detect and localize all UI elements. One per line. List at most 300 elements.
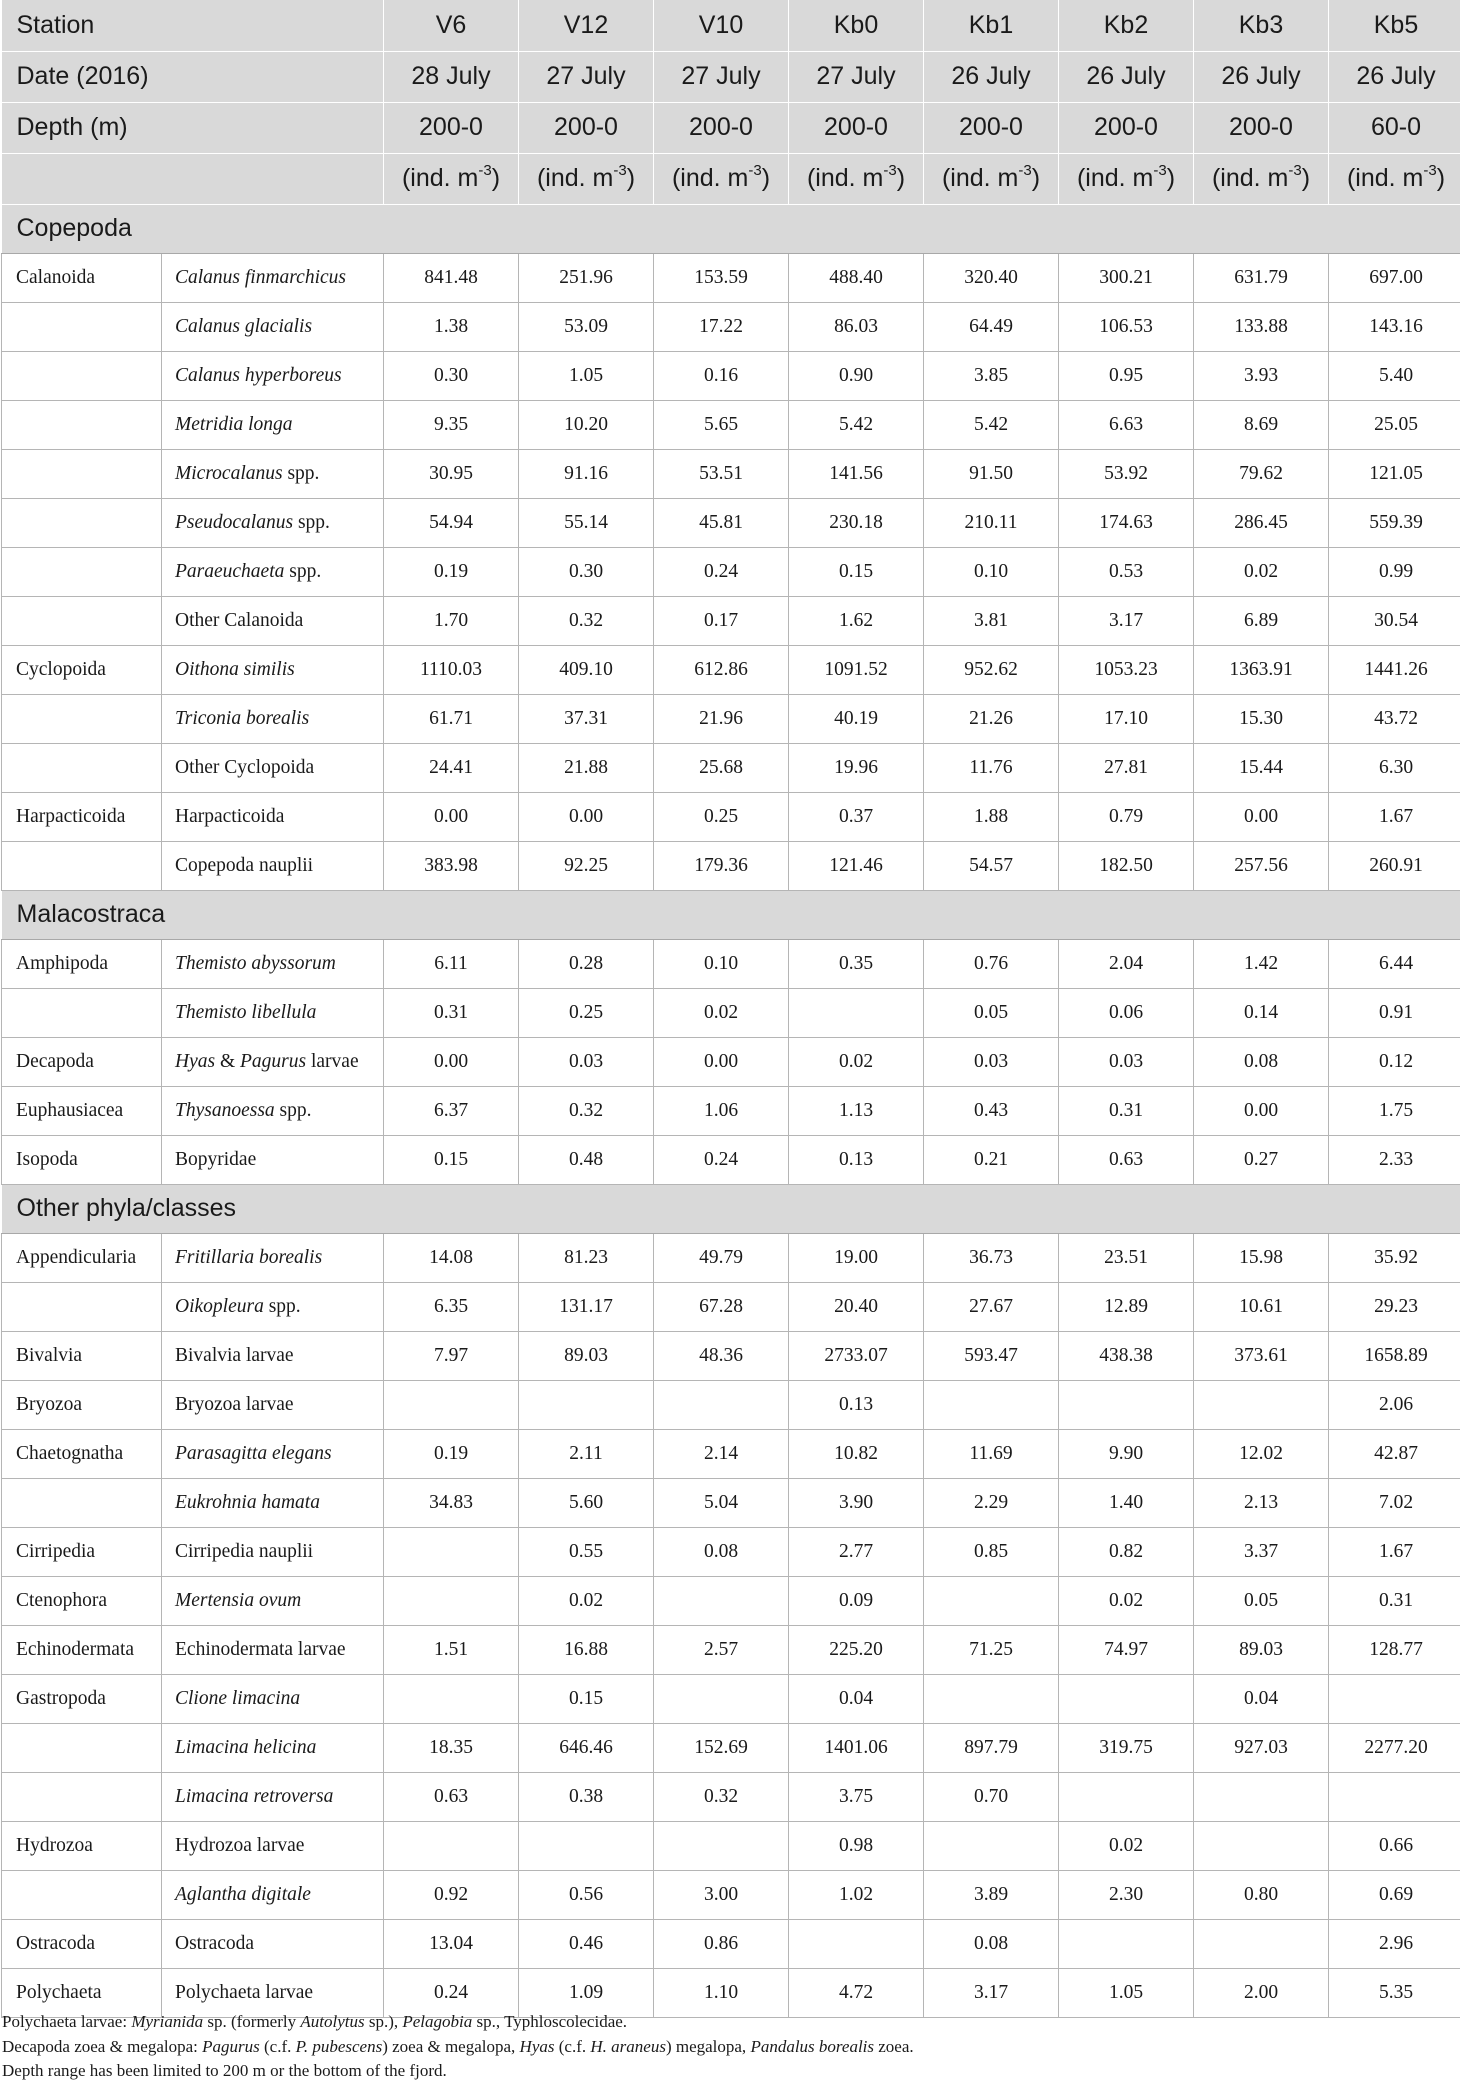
group-cell — [2, 743, 162, 792]
value-cell: 0.31 — [1329, 1576, 1460, 1625]
taxon-name-part: Themisto libellula — [175, 1001, 317, 1023]
taxon-cell — [162, 1625, 384, 1674]
depth-header-cell: 200-0 — [384, 102, 519, 153]
value-cell: 0.30 — [519, 547, 654, 596]
value-cell: 952.62 — [924, 645, 1059, 694]
value-cell: 2.06 — [1329, 1380, 1460, 1429]
value-cell: 1053.23 — [1059, 645, 1194, 694]
value-cell: 10.82 — [789, 1429, 924, 1478]
unit-text: (ind. m — [806, 164, 884, 192]
value-cell: 2.14 — [654, 1429, 789, 1478]
value-cell: 0.80 — [1194, 1870, 1329, 1919]
units-header-cell — [1194, 153, 1329, 204]
depth-header-cell: 200-0 — [789, 102, 924, 153]
unit-exponent: -3 — [1153, 161, 1167, 179]
taxon-cell — [162, 498, 384, 547]
value-cell: 2.04 — [1059, 939, 1194, 988]
depth-header-label: Depth (m) — [2, 102, 384, 153]
value-cell: 34.83 — [384, 1478, 519, 1527]
value-cell: 0.00 — [384, 792, 519, 841]
section-title: Malacostraca — [2, 890, 1460, 939]
value-cell: 21.26 — [924, 694, 1059, 743]
value-cell: 631.79 — [1194, 253, 1329, 302]
value-cell: 179.36 — [654, 841, 789, 890]
value-cell: 11.76 — [924, 743, 1059, 792]
table-row — [2, 1478, 1460, 1527]
value-cell: 1441.26 — [1329, 645, 1460, 694]
value-cell: 5.40 — [1329, 351, 1460, 400]
value-cell: 1.09 — [519, 1968, 654, 2017]
table-row — [2, 400, 1460, 449]
taxon-name-part: Parasagitta elegans — [175, 1442, 332, 1464]
value-cell: 0.86 — [654, 1919, 789, 1968]
value-cell: 23.51 — [1059, 1233, 1194, 1282]
value-cell: 79.62 — [1194, 449, 1329, 498]
taxon-name-part: Copepoda nauplii — [175, 854, 314, 876]
units-header-cell — [1329, 153, 1460, 204]
group-cell: Bryozoa — [2, 1380, 162, 1429]
taxon-name-part: Hyas — [175, 1050, 216, 1072]
station-header-cell: V6 — [384, 0, 519, 51]
footnote-part: Polychaeta larvae: — [2, 2012, 132, 2031]
taxon-name-part: spp. — [284, 560, 322, 582]
value-cell: 43.72 — [1329, 694, 1460, 743]
value-cell: 20.40 — [789, 1282, 924, 1331]
value-cell — [1059, 1772, 1194, 1821]
date-header-cell: 26 July — [1194, 51, 1329, 102]
value-cell: 2.00 — [1194, 1968, 1329, 2017]
value-cell: 3.89 — [924, 1870, 1059, 1919]
value-cell: 0.37 — [789, 792, 924, 841]
group-cell — [2, 988, 162, 1037]
unit-close: ) — [761, 164, 771, 192]
footnote-line — [2, 2035, 1452, 2060]
value-cell: 45.81 — [654, 498, 789, 547]
value-cell: 0.15 — [519, 1674, 654, 1723]
unit-exponent: -3 — [478, 161, 492, 179]
value-cell: 0.04 — [1194, 1674, 1329, 1723]
group-cell: Chaetognatha — [2, 1429, 162, 1478]
value-cell: 133.88 — [1194, 302, 1329, 351]
value-cell — [384, 1576, 519, 1625]
value-cell: 0.31 — [1059, 1086, 1194, 1135]
value-cell — [924, 1674, 1059, 1723]
group-cell: Calanoida — [2, 253, 162, 302]
value-cell: 54.94 — [384, 498, 519, 547]
station-header-cell: V12 — [519, 0, 654, 51]
value-cell: 1.06 — [654, 1086, 789, 1135]
table-row — [2, 1576, 1460, 1625]
station-header-cell: Kb1 — [924, 0, 1059, 51]
value-cell: 6.63 — [1059, 400, 1194, 449]
value-cell: 1.67 — [1329, 1527, 1460, 1576]
value-cell: 225.20 — [789, 1625, 924, 1674]
value-cell: 17.10 — [1059, 694, 1194, 743]
date-header-cell: 27 July — [789, 51, 924, 102]
value-cell: 0.02 — [654, 988, 789, 1037]
taxon-name-part: Limacina helicina — [175, 1736, 317, 1758]
table-row — [2, 645, 1460, 694]
taxon-name-part: Calanus finmarchicus — [175, 266, 346, 288]
taxon-name-part: larvae — [306, 1050, 359, 1072]
footnote-part: zoea. — [874, 2036, 914, 2056]
value-cell — [654, 1821, 789, 1870]
value-cell — [1059, 1919, 1194, 1968]
value-cell — [924, 1576, 1059, 1625]
group-cell — [2, 400, 162, 449]
value-cell: 488.40 — [789, 253, 924, 302]
value-cell: 0.28 — [519, 939, 654, 988]
value-cell: 91.50 — [924, 449, 1059, 498]
value-cell: 0.85 — [924, 1527, 1059, 1576]
footnote-part: Autolytus — [300, 2012, 365, 2031]
table-row — [2, 1086, 1460, 1135]
value-cell: 0.16 — [654, 351, 789, 400]
value-cell: 17.22 — [654, 302, 789, 351]
value-cell: 1.88 — [924, 792, 1059, 841]
taxon-cell — [162, 1135, 384, 1184]
value-cell: 0.69 — [1329, 1870, 1460, 1919]
group-cell: Isopoda — [2, 1135, 162, 1184]
taxon-cell — [162, 988, 384, 1037]
value-cell: 53.09 — [519, 302, 654, 351]
taxon-name-part: Pseudocalanus — [175, 511, 294, 533]
value-cell: 1.51 — [384, 1625, 519, 1674]
station-header-cell: Kb0 — [789, 0, 924, 51]
value-cell: 0.09 — [789, 1576, 924, 1625]
table-row — [2, 1037, 1460, 1086]
value-cell: 71.25 — [924, 1625, 1059, 1674]
station-header-cell: Kb3 — [1194, 0, 1329, 51]
value-cell: 2.30 — [1059, 1870, 1194, 1919]
footnote-part: Pagurus — [202, 2036, 260, 2056]
date-header-cell: 26 July — [1059, 51, 1194, 102]
value-cell: 0.25 — [519, 988, 654, 1037]
taxon-name-part: Limacina retroversa — [175, 1785, 334, 1807]
group-cell: Amphipoda — [2, 939, 162, 988]
footnote-line — [2, 2010, 1452, 2035]
value-cell: 0.70 — [924, 1772, 1059, 1821]
unit-text: (ind. m — [536, 164, 614, 192]
value-cell: 0.02 — [1194, 547, 1329, 596]
group-cell — [2, 1478, 162, 1527]
value-cell — [384, 1674, 519, 1723]
date-header-cell: 27 July — [519, 51, 654, 102]
value-cell: 53.92 — [1059, 449, 1194, 498]
depth-header-cell: 60-0 — [1329, 102, 1460, 153]
value-cell: 19.96 — [789, 743, 924, 792]
value-cell: 0.48 — [519, 1135, 654, 1184]
value-cell: 61.71 — [384, 694, 519, 743]
taxon-cell — [162, 792, 384, 841]
value-cell: 0.99 — [1329, 547, 1460, 596]
value-cell: 21.96 — [654, 694, 789, 743]
value-cell: 0.27 — [1194, 1135, 1329, 1184]
footnote-part: Pandalus borealis — [750, 2036, 875, 2056]
group-cell — [2, 841, 162, 890]
value-cell: 4.72 — [789, 1968, 924, 2017]
section-header-row — [2, 1184, 1460, 1233]
value-cell: 3.37 — [1194, 1527, 1329, 1576]
value-cell — [1059, 1380, 1194, 1429]
value-cell: 6.89 — [1194, 596, 1329, 645]
value-cell: 5.42 — [789, 400, 924, 449]
value-cell — [654, 1576, 789, 1625]
value-cell: 0.05 — [1194, 1576, 1329, 1625]
value-cell: 0.56 — [519, 1870, 654, 1919]
value-cell: 54.57 — [924, 841, 1059, 890]
taxon-name-part: Microcalanus — [175, 462, 283, 484]
table-row — [2, 547, 1460, 596]
depth-header-cell: 200-0 — [1059, 102, 1194, 153]
value-cell: 24.41 — [384, 743, 519, 792]
value-cell: 300.21 — [1059, 253, 1194, 302]
value-cell: 1363.91 — [1194, 645, 1329, 694]
value-cell: 1091.52 — [789, 645, 924, 694]
section-title: Other phyla/classes — [2, 1184, 1460, 1233]
taxon-name-part: Cirripedia nauplii — [175, 1540, 314, 1562]
value-cell — [1194, 1821, 1329, 1870]
group-cell: Appendicularia — [2, 1233, 162, 1282]
value-cell: 2733.07 — [789, 1331, 924, 1380]
value-cell — [519, 1821, 654, 1870]
value-cell: 21.88 — [519, 743, 654, 792]
value-cell: 1.62 — [789, 596, 924, 645]
value-cell: 1.67 — [1329, 792, 1460, 841]
value-cell: 10.61 — [1194, 1282, 1329, 1331]
value-cell: 128.77 — [1329, 1625, 1460, 1674]
value-cell: 409.10 — [519, 645, 654, 694]
table-row — [2, 743, 1460, 792]
value-cell: 152.69 — [654, 1723, 789, 1772]
value-cell: 320.40 — [924, 253, 1059, 302]
taxon-name-part: Thysanoessa — [175, 1099, 275, 1121]
value-cell: 174.63 — [1059, 498, 1194, 547]
station-header-row — [2, 0, 1460, 51]
value-cell: 0.55 — [519, 1527, 654, 1576]
table-row — [2, 841, 1460, 890]
value-cell: 2.11 — [519, 1429, 654, 1478]
value-cell: 559.39 — [1329, 498, 1460, 547]
footnote-part: (c.f. — [554, 2036, 591, 2056]
taxon-cell — [162, 1086, 384, 1135]
value-cell: 48.36 — [654, 1331, 789, 1380]
table-row — [2, 1723, 1460, 1772]
value-cell: 3.17 — [1059, 596, 1194, 645]
value-cell: 0.46 — [519, 1919, 654, 1968]
value-cell: 0.04 — [789, 1674, 924, 1723]
taxon-name-part: Clione limacina — [175, 1687, 301, 1709]
value-cell: 0.24 — [384, 1968, 519, 2017]
footnote-part: P. pubescens — [295, 2036, 383, 2056]
value-cell: 1.05 — [519, 351, 654, 400]
taxon-name-part: Pagurus — [240, 1050, 307, 1072]
taxon-cell — [162, 596, 384, 645]
unit-exponent: -3 — [613, 161, 627, 179]
unit-exponent: -3 — [1423, 161, 1437, 179]
value-cell: 0.43 — [924, 1086, 1059, 1135]
taxon-cell — [162, 1331, 384, 1380]
date-header-row — [2, 51, 1460, 102]
taxon-name-part: Other Calanoida — [175, 609, 304, 631]
value-cell — [924, 1380, 1059, 1429]
table-row — [2, 988, 1460, 1037]
group-cell: Cyclopoida — [2, 645, 162, 694]
table-row — [2, 1674, 1460, 1723]
taxon-name-part: Echinodermata larvae — [175, 1638, 346, 1660]
footnote-part: sp. (formerly — [203, 2012, 301, 2031]
group-cell: Euphausiacea — [2, 1086, 162, 1135]
group-cell — [2, 1723, 162, 1772]
value-cell: 2.77 — [789, 1527, 924, 1576]
value-cell: 16.88 — [519, 1625, 654, 1674]
value-cell: 42.87 — [1329, 1429, 1460, 1478]
value-cell: 1.05 — [1059, 1968, 1194, 2017]
taxon-name-part: Hydrozoa larvae — [175, 1834, 305, 1856]
value-cell: 0.00 — [1194, 792, 1329, 841]
value-cell: 0.38 — [519, 1772, 654, 1821]
value-cell: 12.02 — [1194, 1429, 1329, 1478]
value-cell: 182.50 — [1059, 841, 1194, 890]
table-row — [2, 792, 1460, 841]
value-cell: 8.69 — [1194, 400, 1329, 449]
value-cell: 18.35 — [384, 1723, 519, 1772]
value-cell: 153.59 — [654, 253, 789, 302]
section-title: Copepoda — [2, 204, 1460, 253]
taxon-cell — [162, 694, 384, 743]
value-cell: 0.91 — [1329, 988, 1460, 1037]
unit-close: ) — [1436, 164, 1446, 192]
group-cell — [2, 1772, 162, 1821]
value-cell: 15.44 — [1194, 743, 1329, 792]
value-cell: 6.11 — [384, 939, 519, 988]
value-cell: 0.30 — [384, 351, 519, 400]
taxon-cell — [162, 1772, 384, 1821]
value-cell: 53.51 — [654, 449, 789, 498]
value-cell: 0.32 — [654, 1772, 789, 1821]
unit-close: ) — [491, 164, 501, 192]
value-cell: 74.97 — [1059, 1625, 1194, 1674]
group-cell: Polychaeta — [2, 1968, 162, 2017]
table-row — [2, 1282, 1460, 1331]
value-cell: 0.24 — [654, 547, 789, 596]
table-row — [2, 253, 1460, 302]
value-cell: 3.85 — [924, 351, 1059, 400]
value-cell: 141.56 — [789, 449, 924, 498]
unit-close: ) — [626, 164, 636, 192]
value-cell: 0.90 — [789, 351, 924, 400]
value-cell: 27.67 — [924, 1282, 1059, 1331]
value-cell: 0.00 — [1194, 1086, 1329, 1135]
value-cell: 0.08 — [654, 1527, 789, 1576]
value-cell: 1.02 — [789, 1870, 924, 1919]
value-cell: 0.13 — [789, 1135, 924, 1184]
value-cell: 897.79 — [924, 1723, 1059, 1772]
value-cell: 927.03 — [1194, 1723, 1329, 1772]
value-cell — [384, 1527, 519, 1576]
taxon-name-part: Eukrohnia hamata — [175, 1491, 320, 1513]
value-cell: 6.35 — [384, 1282, 519, 1331]
value-cell — [1329, 1674, 1460, 1723]
footnote-part: sp., Typhloscolecidae. — [472, 2012, 628, 2031]
value-cell: 0.13 — [789, 1380, 924, 1429]
depth-header-row — [2, 102, 1460, 153]
value-cell: 0.31 — [384, 988, 519, 1037]
table-row — [2, 596, 1460, 645]
value-cell — [1194, 1919, 1329, 1968]
units-header-blank — [2, 153, 384, 204]
value-cell: 13.04 — [384, 1919, 519, 1968]
taxon-cell — [162, 939, 384, 988]
units-header-cell — [654, 153, 789, 204]
value-cell — [519, 1380, 654, 1429]
footnote-line — [2, 2059, 1452, 2084]
value-cell: 37.31 — [519, 694, 654, 743]
units-header-cell — [924, 153, 1059, 204]
taxon-cell — [162, 841, 384, 890]
value-cell: 0.15 — [789, 547, 924, 596]
value-cell: 0.24 — [654, 1135, 789, 1184]
value-cell: 5.65 — [654, 400, 789, 449]
value-cell: 7.97 — [384, 1331, 519, 1380]
unit-exponent: -3 — [748, 161, 762, 179]
footnote-part: Decapoda zoea & megalopa: — [2, 2036, 203, 2056]
value-cell: 251.96 — [519, 253, 654, 302]
taxon-name-part: spp. — [282, 462, 320, 484]
value-cell: 131.17 — [519, 1282, 654, 1331]
depth-header-cell: 200-0 — [1194, 102, 1329, 153]
table-row — [2, 1380, 1460, 1429]
value-cell: 9.35 — [384, 400, 519, 449]
value-cell — [1194, 1380, 1329, 1429]
value-cell: 2277.20 — [1329, 1723, 1460, 1772]
footnote-part: H. araneus — [590, 2036, 666, 2056]
units-header-cell — [789, 153, 924, 204]
taxon-cell — [162, 1233, 384, 1282]
table-row — [2, 1625, 1460, 1674]
value-cell: 1.13 — [789, 1086, 924, 1135]
unit-text: (ind. m — [1346, 164, 1424, 192]
table-row — [2, 1527, 1460, 1576]
unit-close: ) — [896, 164, 906, 192]
taxon-cell — [162, 1429, 384, 1478]
taxon-cell — [162, 645, 384, 694]
value-cell: 0.12 — [1329, 1037, 1460, 1086]
value-cell: 30.54 — [1329, 596, 1460, 645]
date-header-label: Date (2016) — [2, 51, 384, 102]
footnote-part: (c.f. — [259, 2036, 296, 2056]
value-cell: 0.14 — [1194, 988, 1329, 1037]
taxon-name-part: Paraeuchaeta — [175, 560, 285, 582]
value-cell: 0.21 — [924, 1135, 1059, 1184]
value-cell: 210.11 — [924, 498, 1059, 547]
value-cell: 383.98 — [384, 841, 519, 890]
value-cell: 593.47 — [924, 1331, 1059, 1380]
value-cell: 373.61 — [1194, 1331, 1329, 1380]
value-cell: 841.48 — [384, 253, 519, 302]
value-cell: 0.03 — [519, 1037, 654, 1086]
value-cell — [384, 1380, 519, 1429]
footnote-part: sp.), — [364, 2012, 403, 2031]
value-cell: 0.92 — [384, 1870, 519, 1919]
value-cell: 6.44 — [1329, 939, 1460, 988]
value-cell: 0.98 — [789, 1821, 924, 1870]
zooplankton-abundance-table — [1, 0, 1460, 2018]
unit-exponent: -3 — [1018, 161, 1032, 179]
units-header-cell — [1059, 153, 1194, 204]
value-cell: 319.75 — [1059, 1723, 1194, 1772]
value-cell: 15.98 — [1194, 1233, 1329, 1282]
